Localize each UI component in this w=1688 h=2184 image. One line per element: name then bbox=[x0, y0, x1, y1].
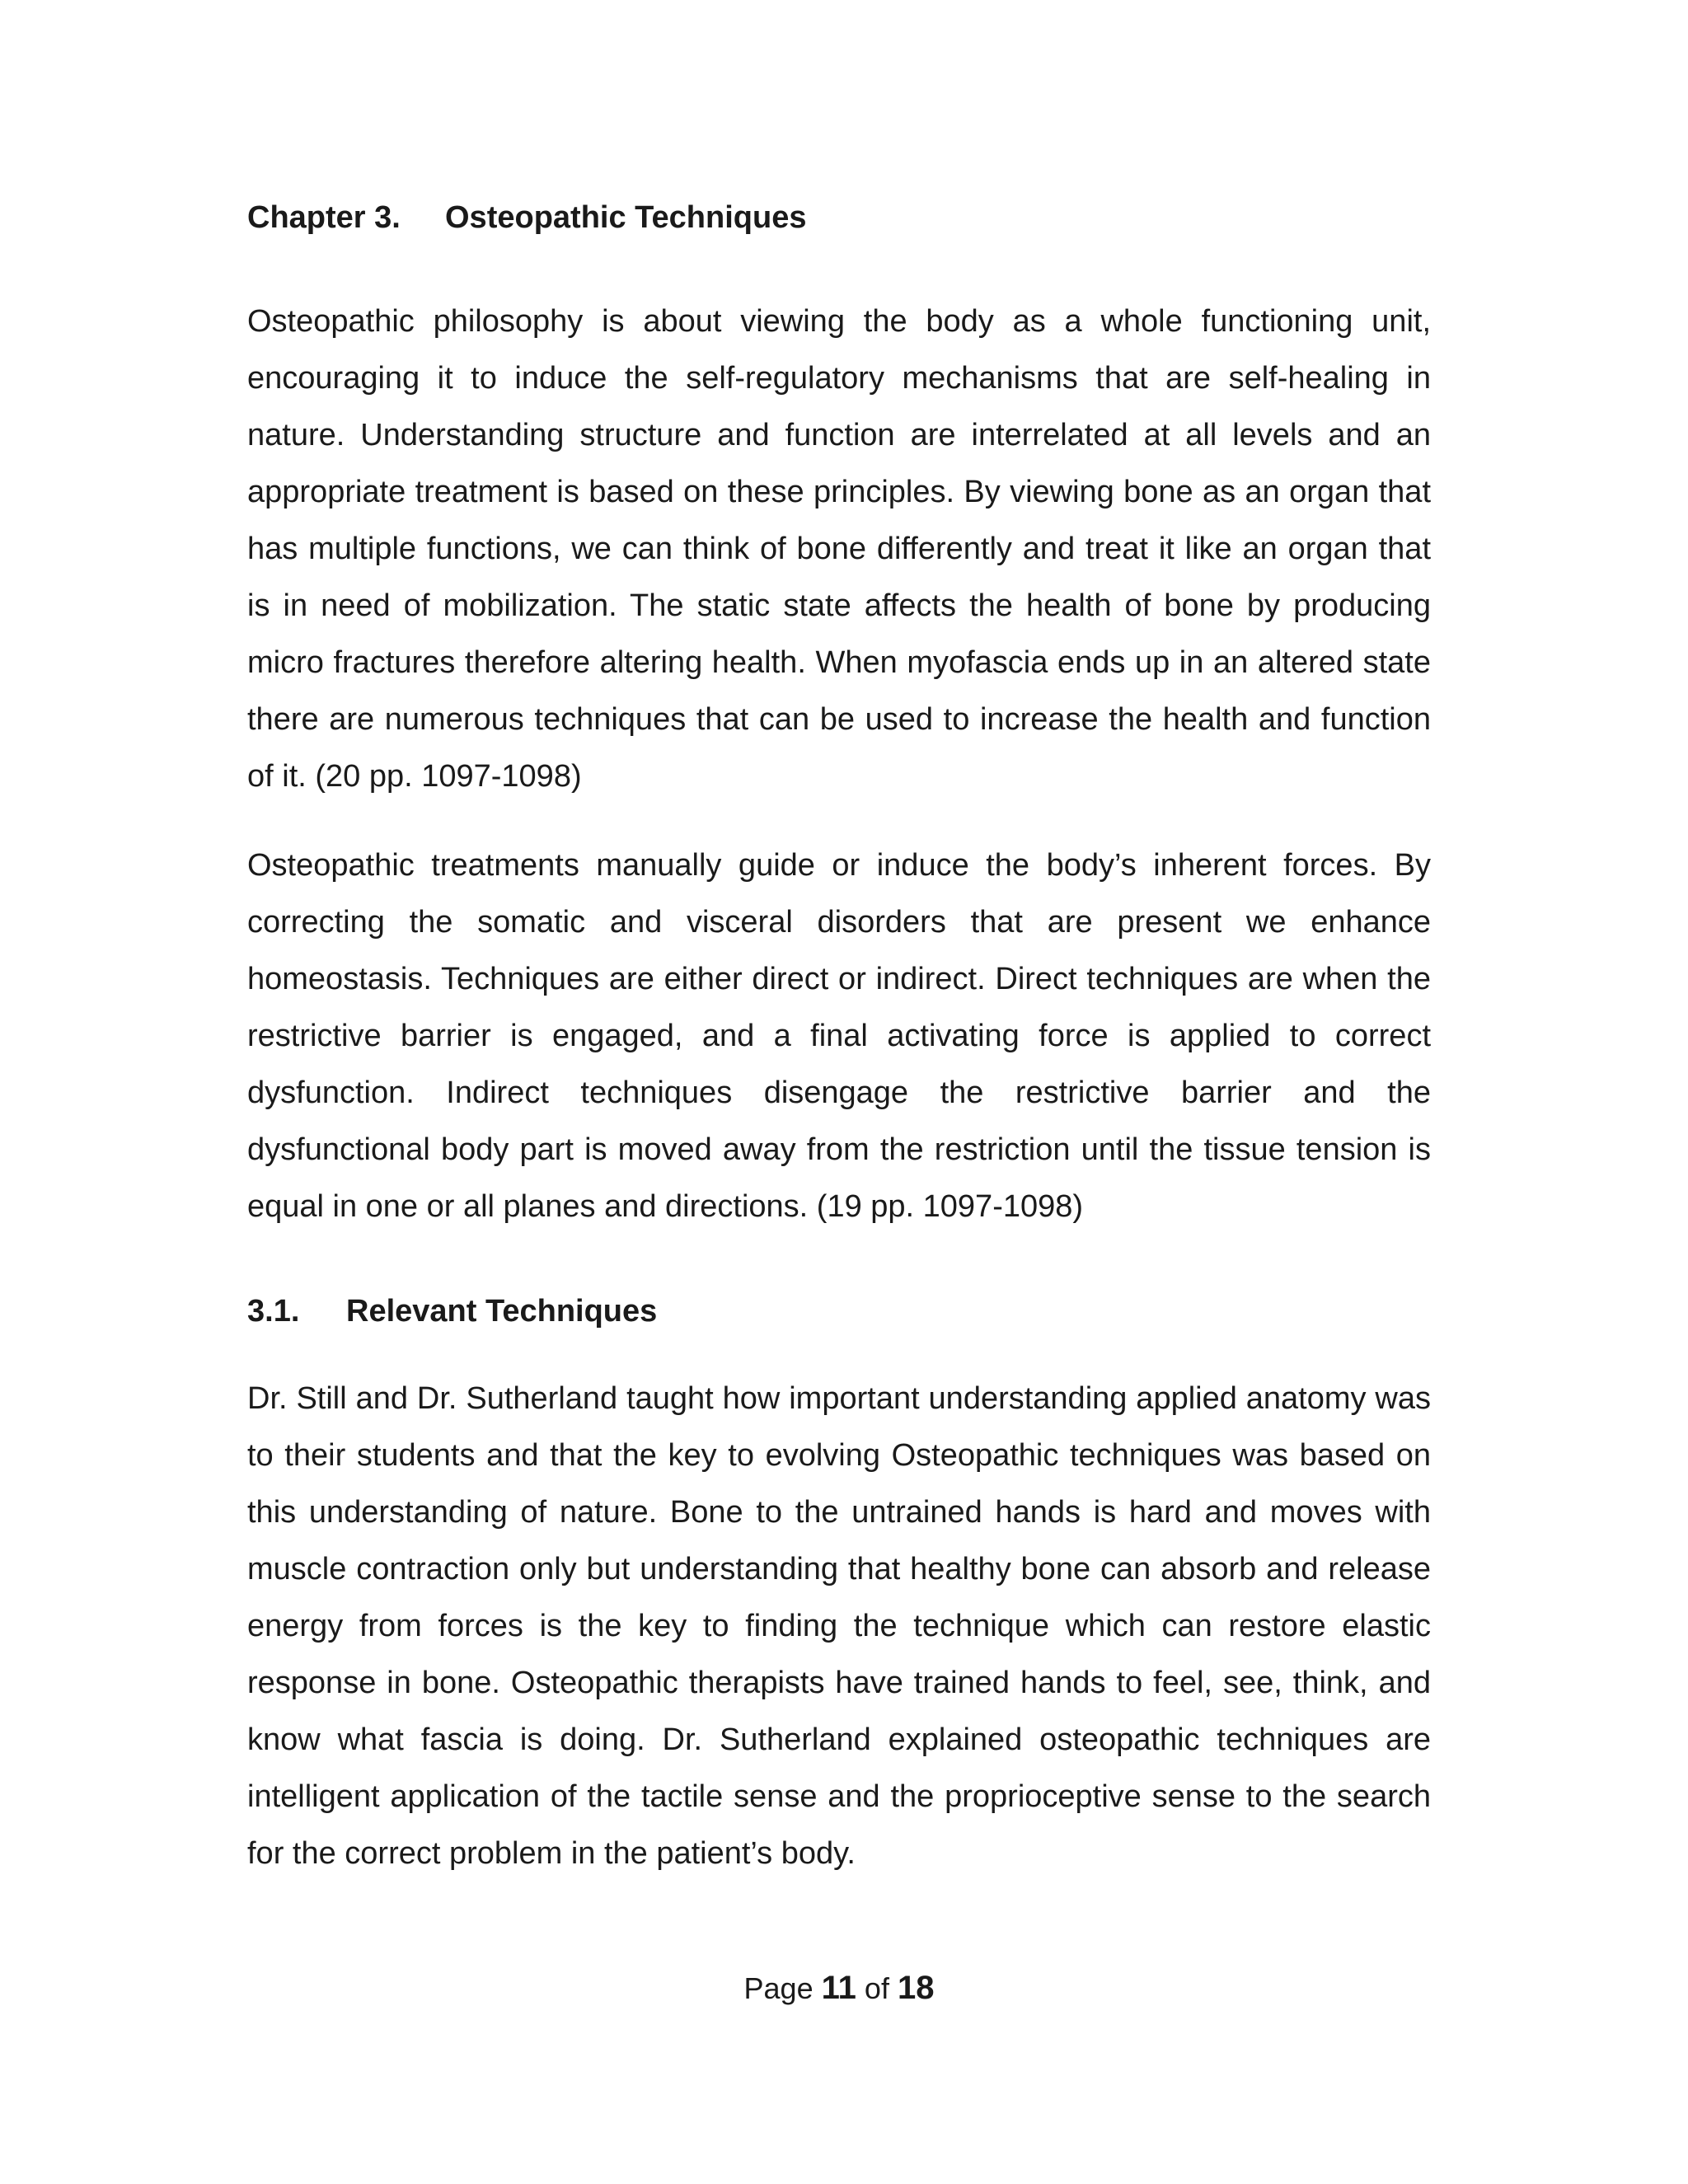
chapter-number: Chapter 3. bbox=[247, 200, 401, 235]
chapter-heading bbox=[247, 196, 806, 239]
document-page bbox=[247, 0, 1431, 2184]
total-pages-number: 18 bbox=[897, 1970, 935, 2006]
body-paragraph: Dr. Still and Dr. Sutherland taught how important understanding applied anatomy was to their students and that the key to evolving Osteopathic techniques was based on this understanding of nature. Bone to the untrained hands is hard and moves with muscle contraction only but understanding that healthy bone can absorb and release energy from forces is the key to finding the technique which can restore elastic response in bone. Osteopathic therapists have trained hands to feel, see, think, and know what fascia is doing. Dr. Sutherland explained osteopathic techniques are intelligent application of the tactile sense and the proprioceptive sense to the search for the correct problem in the patient’s body. bbox=[247, 1381, 1431, 1871]
page-footer bbox=[247, 1968, 1431, 2008]
section-heading bbox=[247, 1290, 657, 1333]
section-number: 3.1. bbox=[247, 1294, 300, 1329]
chapter-title: Osteopathic Techniques bbox=[445, 200, 807, 235]
of-word: of bbox=[864, 1971, 889, 2005]
section-title: Relevant Techniques bbox=[346, 1294, 658, 1329]
body-paragraph: Osteopathic treatments manually guide or induce the body’s inherent forces. By correcting the somatic and visceral disorders that are present we enhance homeostasis. Techniques are either direct or indirect. Direct techniques are when the restrictive barrier is engaged, and a final activating force is applied to correct dysfunction. Indirect techniques disengage the restrictive barrier and the dysfunctional body part is moved away from the restriction until the tissue tension is equal in one or all planes and directions. (19 pp. 1097-1098) bbox=[247, 848, 1431, 1224]
page-word: Page bbox=[743, 1971, 814, 2005]
body-paragraph: Osteopathic philosophy is about viewing the body as a whole functioning unit, encouraging it to induce the self-regulatory mechanisms that are self-healing in nature. Understanding structure and function are interrelated at all levels and an appropriate treatment is based on these principles. By viewing bone as an organ that has multiple functions, we can think of bone differently and treat it like an organ that is in need of mobilization. The static state affects the health of bone by producing micro fractures therefore altering health. When myofascia ends up in an altered state there are numerous techniques that can be used to increase the health and function of it. (20 pp. 1097-1098) bbox=[247, 304, 1431, 794]
current-page-number: 11 bbox=[821, 1970, 856, 2006]
